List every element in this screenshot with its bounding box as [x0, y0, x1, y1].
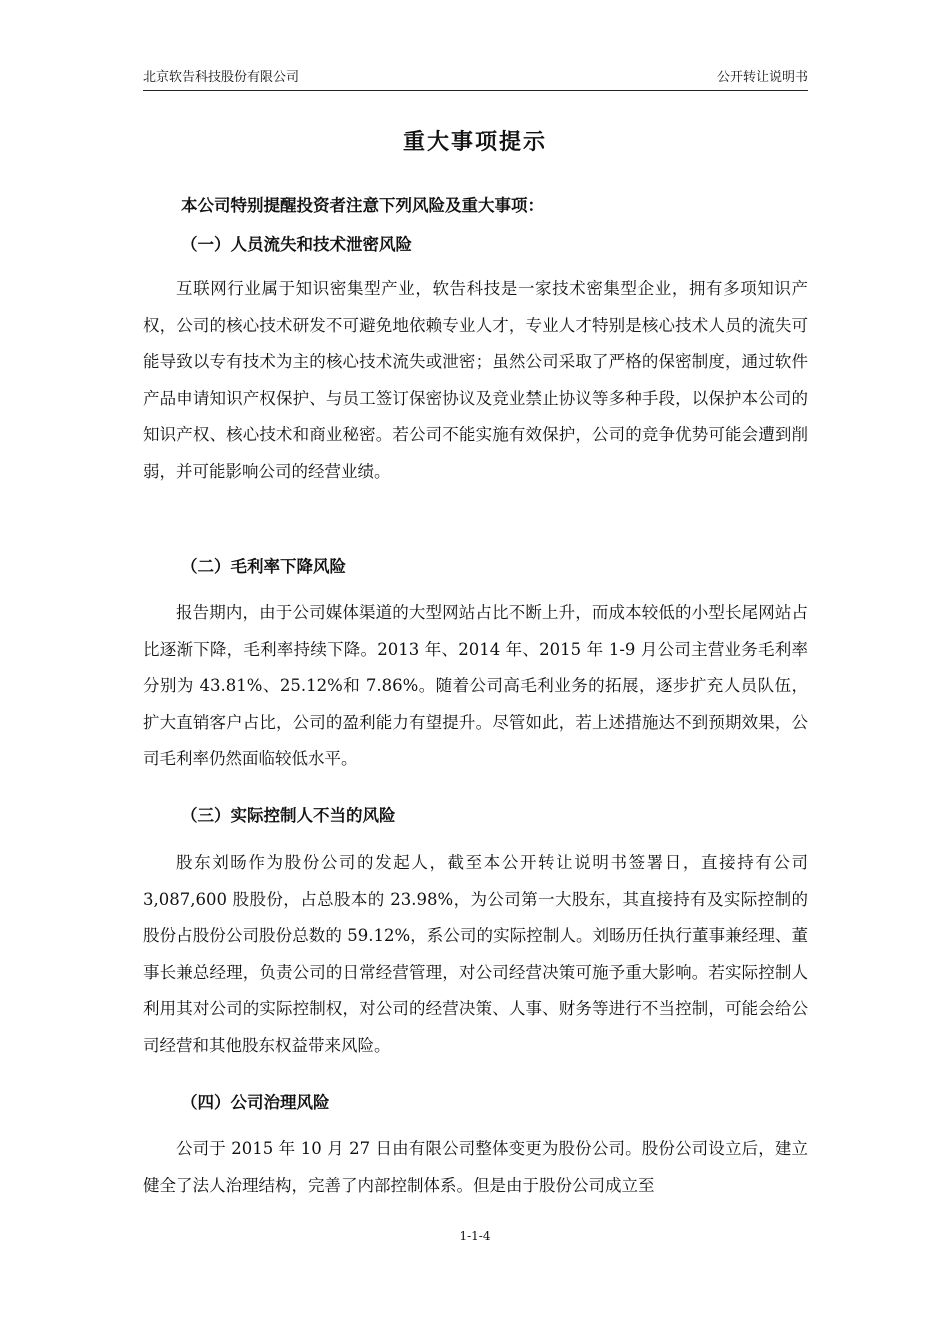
- page-title: 重大事项提示: [402, 129, 547, 155]
- section-1-heading: （一）人员流失和技术泄密风险: [181, 235, 412, 254]
- section-4-body: 公司于 2015 年 10 月 27 日由有限公司整体变更为股份公司。股份公司设立后，建立健全了法人治理结构，完善了内部控制体系。但是由于股份公司成立至: [143, 1139, 808, 1195]
- page-header: [143, 64, 808, 91]
- section-1-body: 互联网行业属于知识密集型产业，软告科技是一家技术密集型企业，拥有多项知识产权，公司的核心技术研发不可避免地依赖专业人才，专业人才特别是核心技术人员的流失可能导致以专有技术为主的核心技术流失或泄密；虽然公司采取了严格的保密制度，通过软件产品申请知识产权保护、与员工签订保密协议及竞业禁止协议等多种手段，以保护本公司的知识产权、核心技术和商业秘密。若公司不能实施有效保护，公司的竞争优势可能会遭到削弱，并可能影响公司的经营业绩。: [143, 279, 808, 481]
- section-3-heading: （三）实际控制人不当的风险: [181, 806, 396, 825]
- section-3-body: 股东刘旸作为股份公司的发起人，截至本公开转让说明书签署日，直接持有公司 3,087,600 股股份，占总股本的 23.98%，为公司第一大股东，其直接持有及实际控制的股份占股份公司股份总数的 59.12%，系公司的实际控制人。刘旸历任执行董事兼经理、董事长兼总经理，负责公司的日常经营管理，对公司经营决策可施予重大影响。若实际控制人利用其对公司的实际控制权，对公司的经营决策、人事、财务等进行不当控制，可能会给公司经营和其他股东权益带来风险。: [143, 853, 808, 1055]
- header-company-name: 北京软告科技股份有限公司: [143, 70, 300, 85]
- page-number: 1-1-4: [459, 1229, 491, 1243]
- section-2-heading: （二）毛利率下降风险: [181, 557, 346, 576]
- intro-statement: 本公司特别提醒投资者注意下列风险及重大事项：: [181, 196, 544, 215]
- section-4-heading: （四）公司治理风险: [181, 1093, 330, 1112]
- section-2-body: 报告期内，由于公司媒体渠道的大型网站占比不断上升，而成本较低的小型长尾网站占比逐渐下降，毛利率持续下降。2013 年、2014 年、2015 年 1-9 月公司主营业务毛利率分别为 43.81%、25.12%和 7.86%。随着公司高毛利业务的拓展，逐步扩充人员队伍，扩大直销客户占比，公司的盈利能力有望提升。尽管如此，若上述措施达不到预期效果，公司毛利率仍然面临较低水平。: [143, 603, 808, 769]
- header-document-type: 公开转让说明书: [716, 70, 808, 85]
